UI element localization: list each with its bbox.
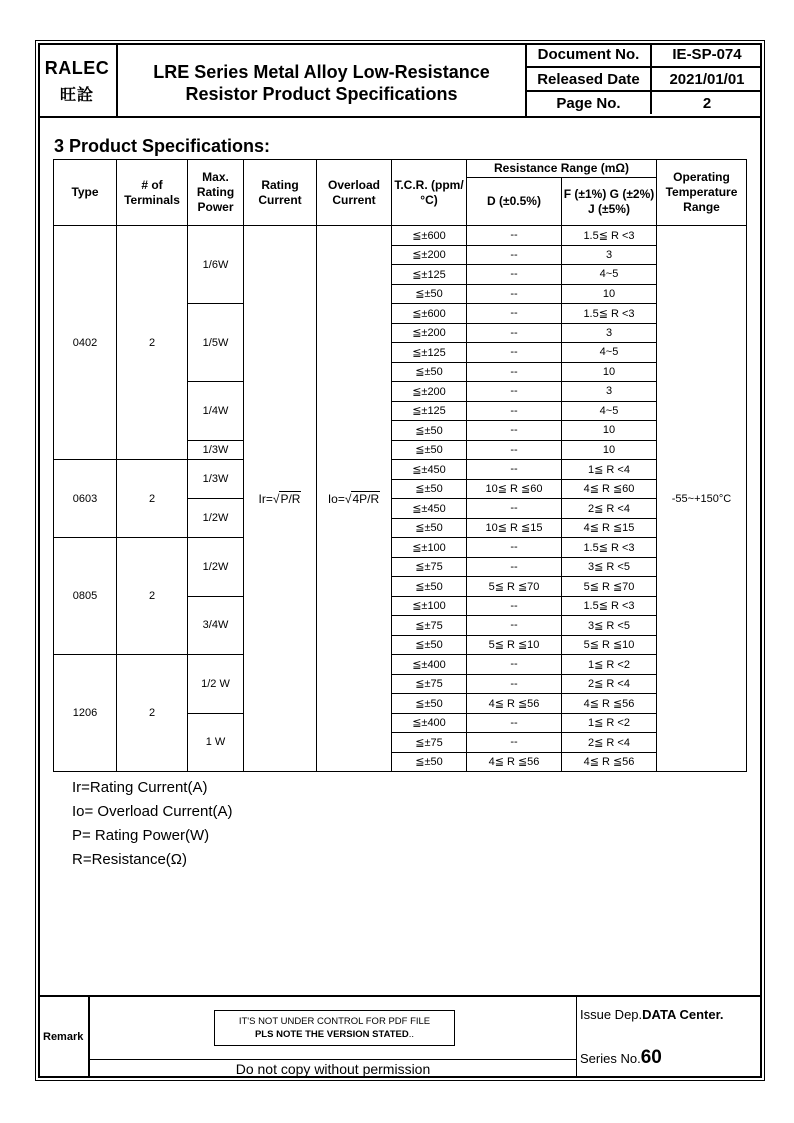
header-overload-current: Overload Current — [317, 160, 392, 226]
cell-tcr: ≦±125 — [392, 343, 467, 363]
cell-d: -- — [467, 323, 562, 343]
cell-fgj: 1.5≦ R <3 — [562, 538, 657, 558]
cell-rating-current-radicand: P/R — [280, 491, 301, 506]
cell-d: -- — [467, 538, 562, 558]
cell-tcr: ≦±450 — [392, 460, 467, 480]
document-header — [38, 43, 762, 118]
cell-tcr: ≦±200 — [392, 323, 467, 343]
cell-fgj: 1.5≦ R <3 — [562, 596, 657, 616]
cell-d: 10≦ R ≦15 — [467, 518, 562, 538]
cell-terminals: 2 — [117, 460, 188, 538]
cell-d: -- — [467, 226, 562, 246]
cell-d: 10≦ R ≦60 — [467, 479, 562, 499]
cell-fgj: 3 — [562, 245, 657, 265]
cell-d: -- — [467, 362, 562, 382]
copy-divider — [90, 1059, 576, 1060]
cell-power: 1/4W — [188, 382, 244, 441]
issue-info — [576, 997, 762, 1078]
document-title-line1: LRE Series Metal Alloy Low-Resistance — [153, 62, 490, 82]
cell-tcr: ≦±75 — [392, 557, 467, 577]
document-meta-table — [527, 43, 762, 114]
header-tcr: T.C.R. (ppm/°C) — [392, 160, 467, 226]
cell-power: 1 W — [188, 713, 244, 772]
sqrt-symbol: √ — [272, 491, 280, 506]
cell-tcr: ≦±50 — [392, 479, 467, 499]
cell-fgj: 1.5≦ R <3 — [562, 304, 657, 324]
header-fgj: F (±1%) G (±2%) J (±5%) — [562, 178, 657, 226]
cell-d: -- — [467, 655, 562, 675]
spec-table-body — [54, 226, 747, 772]
cell-fgj: 3 — [562, 323, 657, 343]
notes — [72, 776, 232, 872]
company-name: RALEC — [44, 58, 110, 78]
issue-dep — [580, 1007, 724, 1022]
cell-tcr: ≦±75 — [392, 733, 467, 753]
cell-tcr: ≦±200 — [392, 382, 467, 402]
section-title: 3 Product Specifications: — [54, 136, 271, 156]
cell-power: 3/4W — [188, 596, 244, 655]
company-logo — [38, 43, 118, 116]
header-rating-current: Rating Current — [244, 160, 317, 226]
cell-fgj: 2≦ R <4 — [562, 499, 657, 519]
cell-tcr: ≦±50 — [392, 284, 467, 304]
cell-fgj: 10 — [562, 421, 657, 441]
company-name-cn: 旺詮 — [59, 85, 94, 104]
cell-fgj: 4~5 — [562, 265, 657, 285]
cell-d: -- — [467, 440, 562, 460]
note-resistance: R=Resistance(Ω) — [72, 851, 187, 868]
cell-tcr: ≦±75 — [392, 674, 467, 694]
document-no-value: IE-SP-074 — [651, 43, 762, 67]
table-row — [54, 226, 747, 246]
header-terminals: # of Terminals — [117, 160, 188, 226]
header-power: Max. Rating Power — [188, 160, 244, 226]
series-no-value: 60 — [640, 1047, 662, 1068]
cell-fgj: 5≦ R ≦10 — [562, 635, 657, 655]
cell-tcr: ≦±125 — [392, 265, 467, 285]
cell-fgj: 1≦ R <2 — [562, 655, 657, 675]
note-rating-current: Ir=Rating Current(A) — [72, 779, 208, 796]
series-no — [580, 1047, 662, 1069]
cell-tcr: ≦±75 — [392, 616, 467, 636]
cell-d: -- — [467, 713, 562, 733]
cell-type: 0603 — [54, 460, 117, 538]
note-overload-current: Io= Overload Current(A) — [72, 803, 233, 820]
cell-tcr: ≦±100 — [392, 538, 467, 558]
cell-fgj: 2≦ R <4 — [562, 674, 657, 694]
table-row — [54, 460, 747, 480]
cell-tcr: ≦±100 — [392, 596, 467, 616]
cell-fgj: 4≦ R ≦15 — [562, 518, 657, 538]
cell-rating-current — [244, 226, 317, 772]
cell-tcr: ≦±50 — [392, 752, 467, 772]
cell-power: 1/5W — [188, 304, 244, 382]
cell-type: 1206 — [54, 655, 117, 772]
cell-power: 1/2W — [188, 499, 244, 538]
note-rating-power: P= Rating Power(W) — [72, 827, 210, 844]
cell-terminals: 2 — [117, 226, 188, 460]
document-no-label: Document No. — [527, 43, 651, 67]
cell-tcr: ≦±50 — [392, 577, 467, 597]
cell-fgj: 4≦ R ≦56 — [562, 694, 657, 714]
cell-d: -- — [467, 284, 562, 304]
cell-type: 0402 — [54, 226, 117, 460]
cell-tcr: ≦±50 — [392, 518, 467, 538]
cell-d: -- — [467, 616, 562, 636]
pdf-notice-line2 — [215, 1028, 454, 1041]
cell-d: -- — [467, 265, 562, 285]
cell-fgj: 1.5≦ R <3 — [562, 226, 657, 246]
cell-fgj: 10 — [562, 362, 657, 382]
table-row — [54, 538, 747, 558]
cell-d: -- — [467, 304, 562, 324]
document-footer — [38, 995, 762, 1078]
cell-d: -- — [467, 245, 562, 265]
page-no-value: 2 — [702, 94, 712, 112]
document-title — [118, 43, 525, 116]
cell-fgj: 3 — [562, 382, 657, 402]
cell-d: 5≦ R ≦70 — [467, 577, 562, 597]
remark-label: Remark — [38, 997, 90, 1078]
cell-rating-current-prefix: Ir= — [258, 491, 273, 506]
cell-power: 1/3W — [188, 460, 244, 499]
cell-tcr: ≦±50 — [392, 440, 467, 460]
issue-dep-value: DATA Center. — [642, 1007, 724, 1022]
page-no-label: Page No. — [527, 91, 651, 114]
cell-d: 4≦ R ≦56 — [467, 694, 562, 714]
released-date-label: Released Date — [527, 67, 651, 91]
cell-tcr: ≦±450 — [392, 499, 467, 519]
pdf-notice-line1: IT'S NOT UNDER CONTROL FOR PDF FILE — [238, 1016, 431, 1027]
cell-tcr: ≦±50 — [392, 694, 467, 714]
cell-d: -- — [467, 343, 562, 363]
pdf-notice-box — [214, 1010, 455, 1046]
cell-tcr: ≦±400 — [392, 713, 467, 733]
series-no-label: Series No. — [580, 1051, 641, 1066]
cell-power: 1/2 W — [188, 655, 244, 714]
cell-d: -- — [467, 596, 562, 616]
cell-d: -- — [467, 557, 562, 577]
cell-power: 1/6W — [188, 226, 244, 304]
header-resistance-range: Resistance Range (mΩ) — [467, 160, 657, 178]
spec-table — [53, 159, 747, 772]
cell-operating-temperature: -55~+150°C — [657, 226, 747, 772]
cell-tcr: ≦±50 — [392, 421, 467, 441]
released-date-value: 2021/01/01 — [651, 67, 762, 91]
header-type: Type — [54, 160, 117, 226]
cell-fgj: 10 — [562, 284, 657, 304]
cell-fgj: 1≦ R <4 — [562, 460, 657, 480]
cell-power: 1/3W — [188, 440, 244, 460]
cell-overload-current — [317, 226, 392, 772]
issue-dep-label: Issue Dep. — [580, 1007, 643, 1022]
cell-overload-current-radicand: 4P/R — [352, 491, 380, 506]
header-operating-temperature: Operating Temperature Range — [657, 160, 747, 226]
cell-fgj: 2≦ R <4 — [562, 733, 657, 753]
cell-fgj: 1≦ R <2 — [562, 713, 657, 733]
cell-d: -- — [467, 499, 562, 519]
document-meta — [525, 43, 762, 116]
cell-power: 1/2W — [188, 538, 244, 597]
table-row — [54, 655, 747, 675]
cell-tcr: ≦±600 — [392, 304, 467, 324]
cell-tcr: ≦±400 — [392, 655, 467, 675]
cell-fgj: 4~5 — [562, 401, 657, 421]
sqrt-symbol: √ — [344, 491, 352, 506]
pdf-notice-line2-suffix: .. — [408, 1029, 415, 1040]
cell-tcr: ≦±50 — [392, 362, 467, 382]
header-d: D (±0.5%) — [467, 178, 562, 226]
cell-d: 4≦ R ≦56 — [467, 752, 562, 772]
cell-terminals: 2 — [117, 538, 188, 655]
cell-fgj: 3≦ R <5 — [562, 557, 657, 577]
copy-notice: Do not copy without permission — [235, 1061, 431, 1077]
cell-fgj: 4≦ R ≦56 — [562, 752, 657, 772]
cell-fgj: 4≦ R ≦60 — [562, 479, 657, 499]
document-title-line2: Resistor Product Specifications — [185, 84, 458, 104]
cell-fgj: 4~5 — [562, 343, 657, 363]
cell-fgj: 10 — [562, 440, 657, 460]
cell-d: -- — [467, 401, 562, 421]
cell-tcr: ≦±125 — [392, 401, 467, 421]
pdf-notice-line2-text: PLS NOTE THE VERSION STATED — [254, 1029, 409, 1040]
cell-overload-current-prefix: Io= — [327, 491, 345, 506]
cell-type: 0805 — [54, 538, 117, 655]
cell-fgj: 5≦ R ≦70 — [562, 577, 657, 597]
cell-fgj: 3≦ R <5 — [562, 616, 657, 636]
cell-terminals: 2 — [117, 655, 188, 772]
cell-d: 5≦ R ≦10 — [467, 635, 562, 655]
cell-d: -- — [467, 421, 562, 441]
cell-d: -- — [467, 460, 562, 480]
cell-d: -- — [467, 733, 562, 753]
cell-tcr: ≦±600 — [392, 226, 467, 246]
cell-tcr: ≦±200 — [392, 245, 467, 265]
cell-tcr: ≦±50 — [392, 635, 467, 655]
cell-d: -- — [467, 674, 562, 694]
cell-d: -- — [467, 382, 562, 402]
